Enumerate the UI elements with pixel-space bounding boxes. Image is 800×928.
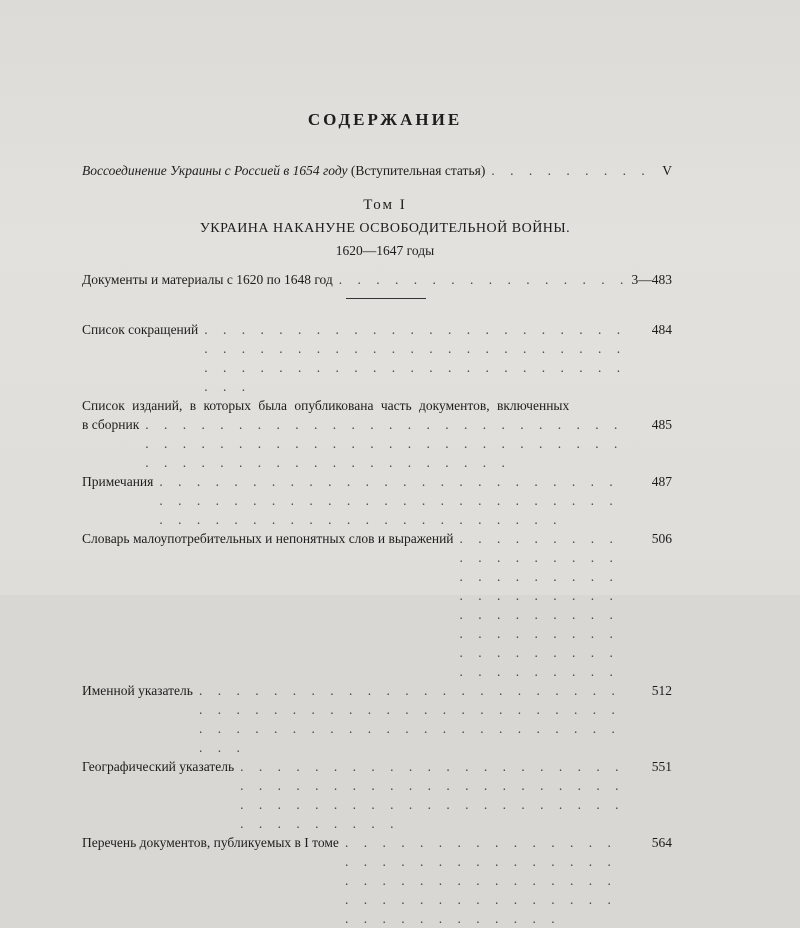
toc-entry-page: 484: [651, 322, 672, 337]
toc-entry: [82, 757, 672, 833]
toc-entry-page: 485: [651, 417, 672, 432]
intro-title: Воссоединение Украины с Россией в 1654 году: [82, 163, 348, 178]
page-title: СОДЕРЖАНИЕ: [307, 110, 463, 129]
volume-label: Том I: [363, 197, 407, 213]
toc-entry: [82, 681, 672, 757]
leader-dots: [199, 681, 632, 757]
toc-entry: [82, 320, 672, 396]
intro-page: V: [662, 163, 672, 178]
leader-dots: [460, 529, 632, 681]
toc-entry-page: 512: [651, 683, 672, 698]
leader-dots: [159, 472, 632, 529]
toc-entry: [82, 396, 672, 472]
toc-entry-label: Именной указатель: [82, 683, 193, 698]
toc-list: [82, 320, 672, 928]
leader-dots: [491, 163, 656, 179]
leader-dots: [339, 272, 626, 288]
documents-entry: [82, 272, 672, 288]
leader-dots: [345, 833, 632, 928]
toc-entry-label: Список сокращений: [82, 322, 199, 337]
leader-dots: [145, 415, 632, 472]
toc-entry-page: 564: [651, 835, 672, 850]
toc-entry-page: 551: [651, 759, 672, 774]
toc-entry-label: Список изданий, в которых была опубликована часть документов, включенных: [82, 398, 570, 413]
volume-years: 1620—1647 годы: [335, 243, 435, 258]
toc-entry: [82, 833, 672, 928]
leader-dots: [204, 320, 632, 396]
divider: [346, 298, 426, 299]
intro-entry: [82, 163, 672, 179]
toc-entry-page: 487: [651, 474, 672, 489]
toc-entry-label: Словарь малоупотребительных и непонятных слов и выражений: [82, 531, 454, 546]
toc-entry-label-cont: в сборник: [82, 417, 140, 432]
toc-entry: [82, 472, 672, 529]
toc-entry: [82, 529, 672, 681]
volume-name: УКРАИНА НАКАНУНЕ ОСВОБОДИТЕЛЬНОЙ ВОЙНЫ.: [199, 221, 571, 236]
toc-entry-page: 506: [651, 531, 672, 546]
documents-page: 3—483: [631, 272, 672, 287]
toc-entry-label: Географический указатель: [82, 759, 235, 774]
toc-entry-label: Перечень документов, публикуемых в I томе: [82, 835, 339, 850]
leader-dots: [240, 757, 632, 833]
documents-label: Документы и материалы с 1620 по 1648 год: [82, 272, 333, 287]
toc-entry-label: Примечания: [82, 474, 154, 489]
intro-subtitle: (Вступительная статья): [350, 163, 486, 178]
